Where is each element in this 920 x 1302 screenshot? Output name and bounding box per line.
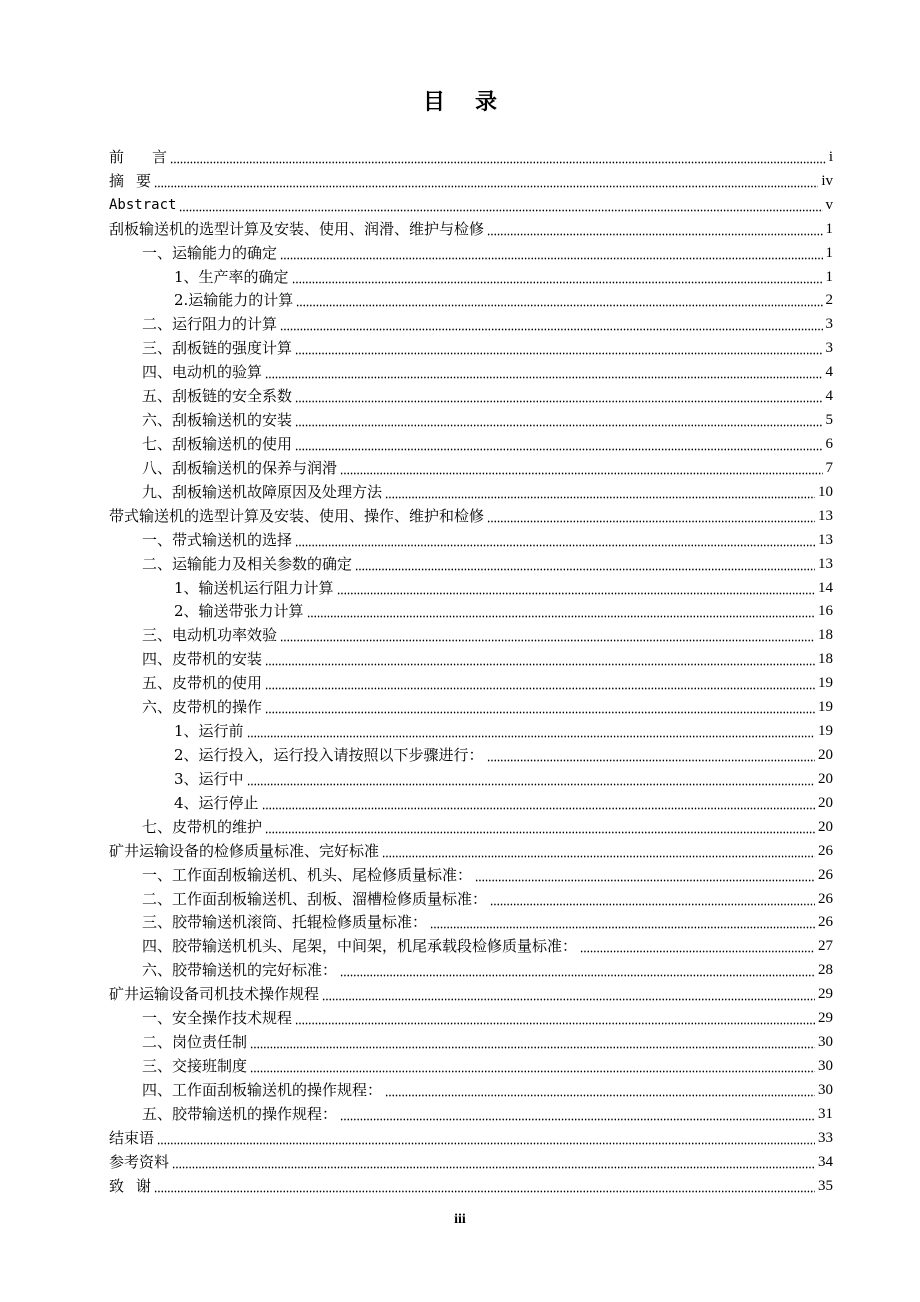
toc-dot-leader xyxy=(490,892,815,906)
toc-entry-page: 26 xyxy=(818,866,833,883)
toc-entry-page: 1 xyxy=(825,244,833,261)
toc-entry-page: 3 xyxy=(825,340,833,357)
toc-entry-page: 1 xyxy=(825,220,833,237)
toc-entry-page: 29 xyxy=(818,1010,833,1027)
toc-dot-leader xyxy=(580,939,815,953)
toc-entry-title: 刮板输送机的选型计算及安装、使用、润滑、维护与检修 xyxy=(109,219,485,238)
toc-entry-title: 2、运行投入，运行投入请按照以下步骤进行： xyxy=(174,746,484,764)
toc-entry[interactable] xyxy=(109,647,833,671)
toc-entry[interactable] xyxy=(109,1006,833,1030)
toc-entry[interactable] xyxy=(109,169,833,193)
toc-dot-leader xyxy=(250,1059,815,1073)
toc-entry-title: 二、运输能力及相关参数的确定 xyxy=(142,554,353,573)
toc-entry[interactable] xyxy=(109,1030,833,1054)
toc-entry-title: 五、刮板链的安全系数 xyxy=(142,387,293,406)
toc-dot-leader xyxy=(170,150,826,164)
toc-entry[interactable] xyxy=(109,887,833,911)
toc-dot-leader xyxy=(247,772,815,786)
toc-dot-leader xyxy=(262,796,815,810)
toc-entry-title: 一、安全操作技术规程 xyxy=(142,1009,293,1028)
toc-entry-title: 二、工作面刮板输送机、刮板、溜槽检修质量标准： xyxy=(142,889,488,908)
toc-entry[interactable] xyxy=(109,312,833,336)
toc-entry[interactable] xyxy=(109,241,833,265)
toc-entry-page: 30 xyxy=(818,1081,833,1098)
toc-entry-page: 27 xyxy=(818,938,833,955)
toc-entry[interactable] xyxy=(109,982,833,1006)
toc-entry-title: 六、胶带输送机的完好标准： xyxy=(142,961,338,980)
toc-entry-page: 3 xyxy=(825,316,833,333)
toc-entry-page: 26 xyxy=(818,842,833,859)
toc-dot-leader xyxy=(295,341,822,355)
toc-dot-leader xyxy=(295,437,822,451)
toc-dot-leader xyxy=(337,581,815,595)
toc-dot-leader xyxy=(355,557,815,571)
toc-entry-page: 13 xyxy=(818,507,833,524)
toc-entry-page: 16 xyxy=(818,603,833,620)
toc-dot-leader xyxy=(154,1179,815,1193)
toc-dot-leader xyxy=(280,246,822,260)
toc-entry[interactable] xyxy=(109,217,833,241)
toc-entry-page: 18 xyxy=(818,651,833,668)
toc-entry-title: 参考资料 xyxy=(109,1152,170,1171)
toc-dot-leader xyxy=(265,820,815,834)
toc-entry-title: 四、胶带输送机机头、尾架，中间架，机尾承载段检修质量标准： xyxy=(142,937,578,956)
toc-entry-title: 九、刮板输送机故障原因及处理方法 xyxy=(142,482,383,501)
toc-entry-page: iv xyxy=(821,172,833,189)
toc-entry[interactable] xyxy=(109,504,833,528)
toc-entry-title: 六、皮带机的操作 xyxy=(142,698,263,717)
toc-entry[interactable] xyxy=(109,193,833,217)
toc-dot-leader xyxy=(265,365,822,379)
toc-entry-page: 20 xyxy=(818,770,833,787)
table-of-contents xyxy=(109,145,833,1198)
toc-entry-page: 28 xyxy=(818,962,833,979)
toc-entry-title: 四、工作面刮板输送机的操作规程： xyxy=(142,1080,383,1099)
toc-entry-title: 二、岗位责任制 xyxy=(142,1033,248,1052)
toc-entry-title: 三、交接班制度 xyxy=(142,1056,248,1075)
toc-dot-leader xyxy=(265,700,815,714)
page-title xyxy=(0,88,920,118)
toc-entry[interactable] xyxy=(109,480,833,504)
toc-entry[interactable] xyxy=(109,384,833,408)
toc-entry[interactable] xyxy=(109,265,833,289)
toc-entry-title: 三、电动机功率效验 xyxy=(142,626,278,645)
toc-entry-title: 七、刮板输送机的使用 xyxy=(142,435,293,454)
toc-dot-leader xyxy=(250,1035,815,1049)
toc-entry-title: 2.运输能力的计算 xyxy=(174,291,294,310)
toc-entry[interactable] xyxy=(109,600,833,624)
toc-entry[interactable] xyxy=(109,791,833,815)
toc-entry-title: 七、皮带机的维护 xyxy=(142,817,263,836)
toc-entry-title: 四、皮带机的安装 xyxy=(142,650,263,669)
toc-dot-leader xyxy=(487,509,815,523)
toc-entry-title: 摘要 xyxy=(109,171,152,190)
toc-dot-leader xyxy=(340,1107,815,1121)
toc-entry-title: 矿井运输设备司机技术操作规程 xyxy=(109,985,320,1004)
toc-entry-page: v xyxy=(825,196,833,213)
toc-entry-title: 1、生产率的确定 xyxy=(174,267,289,286)
toc-entry[interactable] xyxy=(109,145,833,169)
toc-entry-title: 一、带式输送机的选择 xyxy=(142,530,293,549)
toc-entry[interactable] xyxy=(109,456,833,480)
toc-entry[interactable] xyxy=(109,695,833,719)
toc-entry-page: i xyxy=(828,148,833,165)
toc-entry-title: 八、刮板输送机的保养与润滑 xyxy=(142,458,338,477)
toc-entry[interactable] xyxy=(109,767,833,791)
toc-entry-page: 20 xyxy=(818,794,833,811)
toc-entry[interactable] xyxy=(109,576,833,600)
toc-entry-title: 带式输送机的选型计算及安装、使用、操作、维护和检修 xyxy=(109,506,485,525)
toc-dot-leader xyxy=(179,198,822,212)
toc-dot-leader xyxy=(157,1131,815,1145)
toc-entry-page: 30 xyxy=(818,1057,833,1074)
toc-entry-title: 致谢 xyxy=(109,1176,152,1195)
toc-entry-title: 三、胶带输送机滚筒、托辊检修质量标准： xyxy=(142,913,428,932)
toc-dot-leader xyxy=(296,293,822,307)
toc-dot-leader xyxy=(487,748,815,762)
toc-entry[interactable] xyxy=(109,839,833,863)
toc-entry-page: 13 xyxy=(818,531,833,548)
toc-entry[interactable] xyxy=(109,1102,833,1126)
toc-entry-title: 2、输送带张力计算 xyxy=(174,602,304,621)
toc-dot-leader xyxy=(265,676,815,690)
toc-entry-title: 1、输送机运行阻力计算 xyxy=(174,578,334,597)
toc-dot-leader xyxy=(385,1083,815,1097)
toc-entry[interactable] xyxy=(109,1078,833,1102)
toc-dot-leader xyxy=(295,413,822,427)
toc-entry-title: 3、运行中 xyxy=(174,769,244,788)
toc-dot-leader xyxy=(487,222,822,236)
toc-dot-leader xyxy=(295,389,822,403)
toc-dot-leader xyxy=(292,270,823,284)
toc-dot-leader xyxy=(295,1011,815,1025)
toc-dot-leader xyxy=(280,628,815,642)
toc-entry-title: 五、胶带输送机的操作规程： xyxy=(142,1104,338,1123)
toc-entry-page: 2 xyxy=(825,292,833,309)
toc-entry[interactable] xyxy=(109,1174,833,1198)
toc-entry-page: 30 xyxy=(818,1034,833,1051)
toc-entry-title: Abstract xyxy=(109,196,177,213)
toc-entry[interactable] xyxy=(109,360,833,384)
toc-dot-leader xyxy=(154,174,818,188)
toc-dot-leader xyxy=(340,461,822,475)
toc-entry-title: 前言 xyxy=(109,147,168,166)
toc-entry[interactable] xyxy=(109,863,833,887)
toc-entry-page: 19 xyxy=(818,723,833,740)
toc-entry[interactable] xyxy=(109,1054,833,1078)
toc-entry-page: 5 xyxy=(825,412,833,429)
toc-dot-leader xyxy=(265,652,815,666)
toc-entry[interactable] xyxy=(109,743,833,767)
toc-entry-page: 26 xyxy=(818,914,833,931)
toc-entry-title: 四、电动机的验算 xyxy=(142,363,263,382)
toc-dot-leader xyxy=(247,724,815,738)
toc-dot-leader xyxy=(307,604,815,618)
toc-entry-page: 14 xyxy=(818,579,833,596)
toc-entry[interactable] xyxy=(109,719,833,743)
toc-entry-page: 13 xyxy=(818,555,833,572)
toc-entry-title: 五、皮带机的使用 xyxy=(142,674,263,693)
toc-dot-leader xyxy=(295,533,815,547)
toc-entry[interactable] xyxy=(109,289,833,313)
toc-dot-leader xyxy=(340,963,815,977)
toc-dot-leader xyxy=(475,868,815,882)
toc-entry[interactable] xyxy=(109,1150,833,1174)
page-number: iii xyxy=(454,1212,466,1227)
toc-entry-title: 结束语 xyxy=(109,1128,155,1147)
toc-entry-title: 三、刮板链的强度计算 xyxy=(142,339,293,358)
toc-entry[interactable] xyxy=(109,815,833,839)
page-title-char-1: 目 xyxy=(422,90,445,115)
toc-entry-page: 29 xyxy=(818,986,833,1003)
toc-entry[interactable] xyxy=(109,671,833,695)
toc-entry-title: 4、运行停止 xyxy=(174,793,259,812)
toc-entry[interactable] xyxy=(109,958,833,982)
toc-entry-title: 矿井运输设备的检修质量标准、完好标准 xyxy=(109,841,380,860)
toc-entry-title: 1、运行前 xyxy=(174,722,244,741)
toc-entry-page: 19 xyxy=(818,675,833,692)
toc-entry[interactable] xyxy=(109,552,833,576)
toc-dot-leader xyxy=(382,844,815,858)
toc-entry-page: 26 xyxy=(818,890,833,907)
toc-entry-page: 1 xyxy=(825,268,833,285)
toc-entry-page: 4 xyxy=(825,388,833,405)
toc-entry-page: 20 xyxy=(818,818,833,835)
toc-entry[interactable] xyxy=(109,1126,833,1150)
toc-entry-page: 18 xyxy=(818,627,833,644)
toc-entry[interactable] xyxy=(109,432,833,456)
toc-entry-page: 34 xyxy=(818,1153,833,1170)
toc-entry-page: 20 xyxy=(818,747,833,763)
toc-entry[interactable] xyxy=(109,911,833,935)
toc-entry-page: 19 xyxy=(818,699,833,716)
toc-dot-leader xyxy=(172,1155,815,1169)
toc-entry-page: 31 xyxy=(818,1105,833,1122)
toc-entry[interactable] xyxy=(109,528,833,552)
toc-entry-page: 33 xyxy=(818,1129,833,1146)
toc-dot-leader xyxy=(280,317,822,331)
toc-entry[interactable] xyxy=(109,623,833,647)
toc-entry-page: 7 xyxy=(825,459,833,476)
toc-dot-leader xyxy=(430,915,815,929)
toc-entry[interactable] xyxy=(109,408,833,432)
toc-entry-page: 10 xyxy=(818,483,833,500)
toc-entry-title: 六、刮板输送机的安装 xyxy=(142,411,293,430)
toc-entry-page: 35 xyxy=(818,1177,833,1194)
toc-dot-leader xyxy=(322,987,815,1001)
toc-entry[interactable] xyxy=(109,336,833,360)
page-title-char-2: 录 xyxy=(475,90,498,115)
toc-dot-leader xyxy=(385,485,815,499)
toc-entry-page: 6 xyxy=(825,436,833,453)
toc-entry-page: 4 xyxy=(825,364,833,381)
toc-entry[interactable] xyxy=(109,934,833,958)
toc-entry-title: 一、运输能力的确定 xyxy=(142,243,278,262)
toc-entry-title: 二、运行阻力的计算 xyxy=(142,315,278,334)
toc-entry-title: 一、工作面刮板输送机、机头、尾检修质量标准： xyxy=(142,865,473,884)
